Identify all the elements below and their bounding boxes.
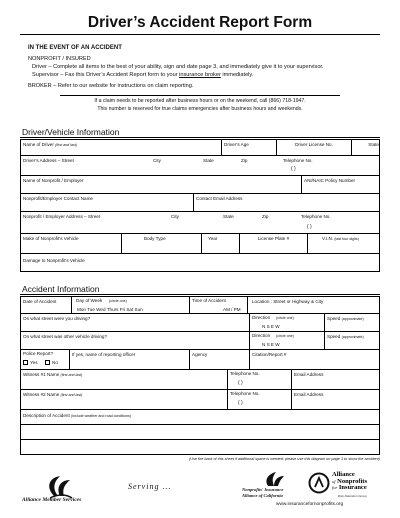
speed-approx-note-2: (approximate): [341, 334, 364, 339]
speed-approx-note: (approximate): [341, 316, 364, 321]
anfi-subtitle: Risk Retention Group: [338, 494, 367, 498]
accident-date-row: [20, 296, 380, 314]
anfi-word-2: Nonprofits: [337, 477, 367, 485]
amsc-name: Alliance Member Services: [22, 497, 82, 503]
description-line-2[interactable]: [20, 425, 380, 440]
officer-field[interactable]: [69, 350, 189, 369]
damage-label: Damage to Nonprofit’s Vehicle: [23, 258, 85, 263]
footnote: (Use the back of this sheet if additional space is needed; please use this diagram on page 3 to show the accident): [188, 457, 380, 461]
supervisor-text: Supervisor – Fax this Driver’s Accident Report form to your: [32, 72, 180, 78]
other-vehicle-label: On what street was other vehicle driving?: [23, 333, 108, 339]
accident-date-label: Date of Accident: [23, 298, 57, 304]
damage-field[interactable]: [21, 254, 381, 271]
witness1-email-field[interactable]: [291, 370, 381, 389]
policy-number-label: ANI/NAIC Policy Number: [304, 177, 356, 183]
witness2-first-last: (first and last): [60, 392, 83, 397]
instructions-block: [28, 44, 373, 90]
accident-time-field[interactable]: [189, 297, 247, 313]
nonprofit-insured-label: NONPROFIT / INSURED: [28, 56, 91, 62]
witness2-label: Witness #2 Name: [23, 391, 60, 397]
license-no-field[interactable]: [276, 140, 351, 155]
citation-label: Citation/Report #: [252, 351, 287, 357]
witness2-telephone-label: Telephone No.: [230, 391, 260, 396]
footer: [0, 466, 400, 518]
nic-name-line-2: Alliance of California: [242, 493, 283, 498]
citation-field[interactable]: [249, 350, 381, 369]
witness2-telephone-field[interactable]: [227, 390, 291, 409]
claim-line-2: This number is reserved for true claims emergencies after business hours and weekends.: [97, 106, 303, 112]
day-circle-note: (circle one): [109, 298, 127, 303]
drivers-age-field[interactable]: [221, 140, 276, 155]
witness2-name-field[interactable]: [21, 390, 227, 409]
supervisor-text-end: immediately.: [220, 72, 254, 78]
accident-section-rule: [20, 294, 380, 295]
nic-name-line-1: Nonprofits' Insurance: [242, 487, 284, 492]
driver-street-label: Driver’s Address – Street: [23, 158, 74, 163]
title-rule: [20, 34, 380, 35]
witness1-email-label: Email Address: [294, 371, 324, 377]
speed-label: Speed: [327, 315, 341, 321]
driver-address-field[interactable]: [21, 156, 381, 175]
vehicle-make-field[interactable]: [21, 234, 121, 253]
no-label: No: [52, 360, 58, 365]
vin-note: (last four digits): [334, 236, 359, 241]
officer-label: If yes, name of reporting officer: [72, 351, 136, 357]
contact-name-label: Nonprofit/Employer Contact Name: [23, 195, 93, 201]
anfi-word-1: Alliance: [332, 471, 355, 478]
vin-label: V.I.N.: [322, 235, 334, 241]
accident-time-label: Time of Accident: [192, 298, 226, 303]
supervisor-instruction: [28, 71, 373, 79]
license-plate-field[interactable]: [239, 234, 307, 253]
witness2-area-code: ( ): [238, 400, 243, 406]
driver-address-row: [20, 156, 380, 176]
license-state-label: State: [368, 141, 379, 147]
direction-options[interactable]: N S E W: [262, 324, 280, 329]
direction-circle-note: (circle one): [276, 315, 294, 320]
broker-instruction: BROKER – Refer to our website for instructions on claim reporting.: [28, 83, 194, 89]
anfi-wordmark: [332, 472, 367, 492]
direction-field[interactable]: [249, 314, 324, 331]
employer-name-field[interactable]: [21, 176, 301, 193]
street-driving-field[interactable]: [21, 314, 249, 331]
no-checkbox[interactable]: [45, 360, 50, 365]
employer-area-code: ( ): [307, 224, 312, 230]
claim-rule: [60, 95, 340, 96]
agency-label: Agency: [192, 351, 208, 357]
policy-number-field[interactable]: [301, 176, 381, 193]
employer-street-label: Nonprofit / Employer Address – Street: [23, 214, 101, 219]
location-label: Location : Street or Highway & City: [252, 298, 324, 304]
vin-field[interactable]: [307, 234, 381, 253]
employer-state-label: State: [223, 214, 234, 219]
witness1-telephone-label: Telephone No.: [230, 371, 260, 376]
agency-field[interactable]: [189, 350, 249, 369]
driver-instruction: Driver – Complete all items to the best of your ability, sign and date page 3, and immediately give it to your supervisor.: [32, 64, 324, 70]
street-driving-label: On what street were you driving?: [23, 315, 91, 321]
website-url[interactable]: www.insurancefornonprofits.org: [276, 502, 344, 507]
days-of-week[interactable]: Mon Tue Wed Thurs Fri Sat Sun: [77, 307, 143, 312]
witness1-first-last: (first and last): [60, 372, 83, 377]
driver-state-label: State: [203, 158, 214, 163]
accident-date-field[interactable]: [21, 297, 71, 313]
driver-section-rule: [20, 137, 380, 138]
description-row: [20, 410, 380, 425]
police-report-row: [20, 350, 380, 370]
body-type-label: Body Type: [144, 235, 166, 241]
contact-name-field[interactable]: [21, 194, 193, 211]
driver-name-label: Name of Driver: [23, 141, 54, 147]
description-field[interactable]: [21, 410, 381, 424]
first-last-note: (first and last): [55, 142, 77, 147]
witness2-row: [20, 390, 380, 410]
description-label: Description of Accident: [23, 413, 70, 418]
police-yes-option[interactable]: [23, 360, 38, 365]
driver-section-title: Driver/Vehicle Information: [22, 127, 120, 137]
other-vehicle-field[interactable]: [21, 332, 249, 349]
contact-email-label: Contact Email Address: [196, 195, 243, 201]
am-pm-option[interactable]: AM / PM: [223, 307, 241, 312]
direction-circle-note-2: (circle one): [276, 333, 294, 338]
claim-line-1: If a claim needs to be reported after business hours or on the weekend, call (866) 718-1947.: [94, 98, 306, 104]
vehicle-year-label: Year: [208, 235, 218, 241]
witness1-telephone-field[interactable]: [227, 370, 291, 389]
police-no-option[interactable]: [45, 360, 58, 365]
vehicle-year-field[interactable]: [201, 234, 239, 253]
yes-checkbox[interactable]: [23, 360, 28, 365]
day-of-week-field[interactable]: [71, 297, 189, 313]
police-report-field: [21, 350, 69, 369]
serving-text: Serving ...: [128, 482, 172, 491]
direction-label: Direction: [252, 315, 271, 320]
driver-city-label: City: [153, 158, 161, 163]
witness1-row: [20, 370, 380, 390]
contact-row: [20, 194, 380, 212]
driver-name-row: [20, 139, 380, 156]
description-note: (include weather and road conditions): [71, 414, 131, 418]
accident-section-title: Accident Information: [22, 284, 100, 294]
speed-label-2: Speed: [327, 333, 341, 339]
employer-address-row: [20, 212, 380, 234]
alliance-member-services-logo: [36, 472, 86, 512]
driver-area-code: ( ): [291, 166, 296, 172]
street-driving-row: [20, 314, 380, 332]
direction-field-2[interactable]: [249, 332, 324, 349]
day-of-week-label: Day of Week: [76, 298, 103, 303]
insurance-broker-link[interactable]: insurance broker: [179, 72, 221, 78]
direction-label-2: Direction: [252, 333, 271, 338]
employer-telephone-label: Telephone No.: [301, 214, 331, 219]
contact-email-field[interactable]: [193, 194, 381, 211]
employer-row: [20, 176, 380, 194]
witness1-label: Witness #1 Name: [23, 371, 60, 377]
other-vehicle-row: [20, 332, 380, 350]
witness1-name-field[interactable]: [21, 370, 227, 389]
vehicle-row: [20, 234, 380, 254]
form-title: Driver’s Accident Report Form: [87, 14, 313, 31]
police-report-label: Police Report?: [23, 351, 54, 356]
driver-zip-label: Zip: [241, 158, 248, 163]
employer-city-label: City: [171, 214, 179, 219]
alliance-nonprofits-logo: [308, 472, 330, 494]
anfi-for: for: [332, 485, 338, 490]
drivers-age-label: Driver’s Age: [224, 141, 249, 147]
employer-zip-label: Zip: [262, 214, 269, 219]
speed-field-2[interactable]: [324, 332, 381, 349]
employer-address-field[interactable]: [21, 212, 381, 233]
anfi-of: of: [332, 478, 336, 484]
yes-label: Yes: [30, 360, 38, 365]
witness2-email-field[interactable]: [291, 390, 381, 409]
damage-row: [20, 254, 380, 272]
instructions-heading: IN THE EVENT OF AN ACCIDENT: [28, 45, 122, 51]
description-line-3[interactable]: [20, 440, 380, 455]
license-no-label: Driver License No.: [295, 141, 333, 147]
witness1-area-code: ( ): [238, 380, 243, 386]
employer-name-label: Name of Nonprofit / Employer: [23, 177, 84, 183]
anfi-word-3: Insurance: [338, 484, 367, 491]
driver-telephone-label: Telephone No.: [283, 158, 313, 163]
speed-field[interactable]: [324, 314, 381, 331]
witness2-email-label: Email Address: [294, 391, 324, 397]
license-plate-label: License Plate #: [257, 235, 290, 241]
license-state-field[interactable]: [351, 140, 381, 155]
vehicle-make-label: Make of Nonprofit’s Vehicle: [23, 235, 79, 241]
driver-name-field[interactable]: [21, 140, 221, 155]
body-type-field[interactable]: [121, 234, 201, 253]
location-field[interactable]: [247, 297, 381, 313]
direction-options-2[interactable]: N S E W: [262, 342, 280, 347]
